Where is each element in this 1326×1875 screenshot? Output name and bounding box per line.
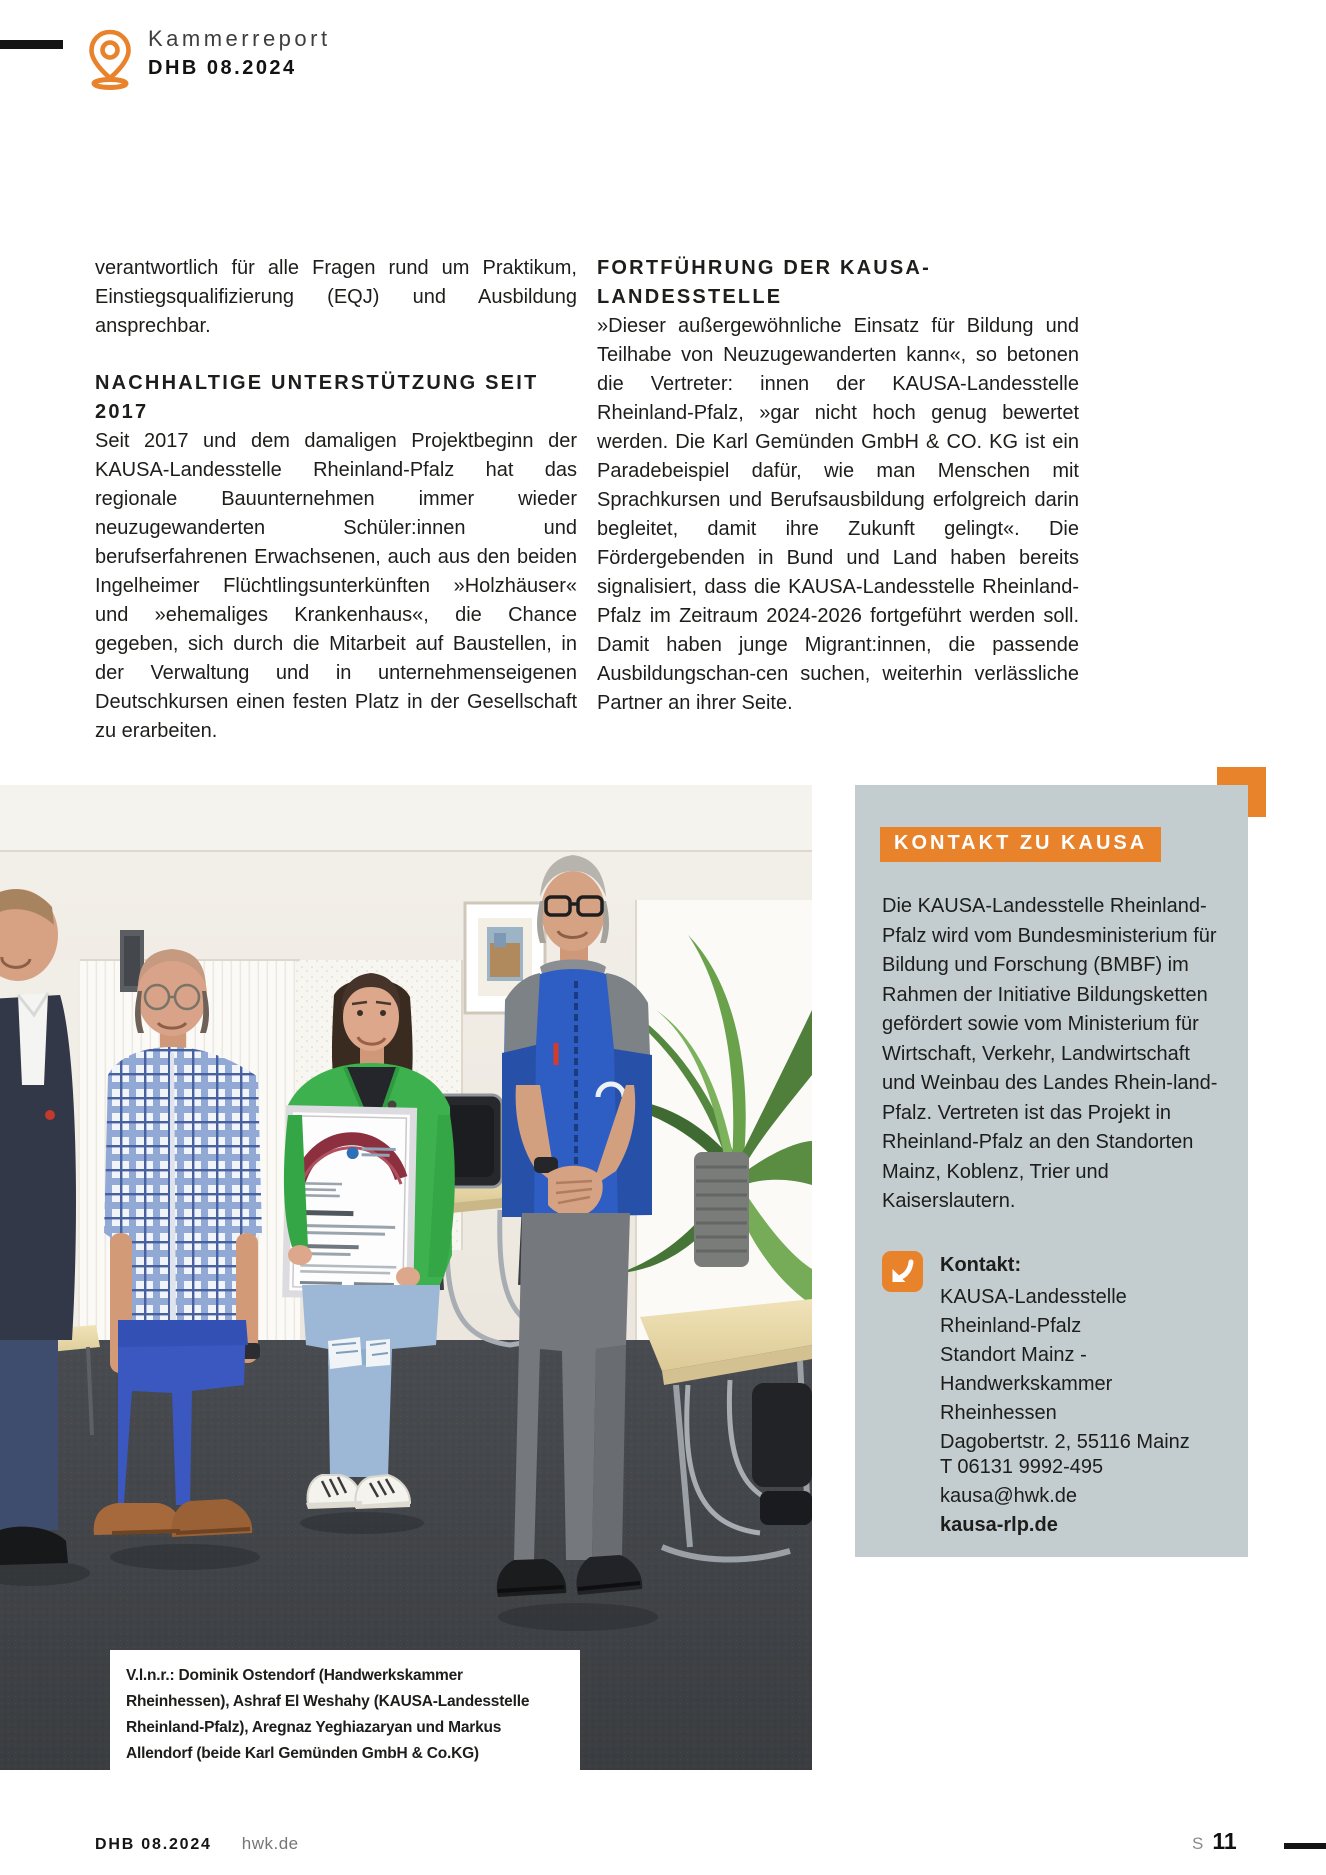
- location-pin-icon: [84, 26, 136, 90]
- contact-box: [855, 785, 1248, 1557]
- contact-box-label: KONTAKT ZU KAUSA: [880, 827, 1161, 862]
- phone-number: T 06131 9992-495: [940, 1456, 1104, 1478]
- heading-nachhaltige: NACHHALTIGE UNTERSTÜTZUNG SEIT 2017: [95, 372, 539, 423]
- paragraph-intro: verantwortlich für alle Fragen rund um Praktikum, Einstiegsqualifizierung (EQJ) und Ausbildung ansprechbar.: [95, 257, 577, 337]
- address-line: Standort Mainz -: [940, 1344, 1087, 1366]
- address-line: Dagobertstr. 2, 55116 Mainz: [940, 1431, 1190, 1453]
- paragraph-left-main: Seit 2017 und dem damaligen Projektbeginn der KAUSA-Landesstelle Rheinland-Pfalz hat das regionale Bauunternehmen immer wieder neuzugewanderten Schüler:innen und berufserfahrenen Erwachsenen, auch aus den beiden Ingelheimer Flüchtlingsunterkünften »Holzhäuser« und »ehemaliges Krankenhaus«, die Chance gegeben, sich durch die Mitarbeit auf Baustellen, in der Verwaltung und in unternehmenseigenen Deutschkursen einen festen Platz in der Gesellschaft zu erarbeiten.: [95, 430, 577, 742]
- brand-title: Kammerreport: [148, 26, 331, 51]
- footer-left: [95, 1834, 299, 1854]
- address-line: Handwerkskammer Rheinhessen: [940, 1373, 1113, 1424]
- page-number: 11: [1212, 1828, 1237, 1854]
- footer-page-number: [1192, 1828, 1237, 1855]
- footer-site: hwk.de: [241, 1834, 299, 1853]
- top-left-rule: [0, 40, 63, 49]
- footer-rule: [1284, 1843, 1326, 1849]
- address-line: KAUSA-Landesstelle Rheinland-Pfalz: [940, 1286, 1127, 1337]
- email-address: kausa@hwk.de: [940, 1485, 1078, 1507]
- footer-issue: DHB 08.2024: [95, 1836, 212, 1853]
- office-chair-right: [752, 1383, 812, 1525]
- contact-address: [940, 1283, 1225, 1457]
- kontakt-label: Kontakt:: [940, 1254, 1022, 1276]
- issue-label: DHB 08.2024: [148, 57, 297, 79]
- article-column-right: [597, 254, 1079, 718]
- contact-details: [940, 1453, 1225, 1540]
- paragraph-right-main: »Dieser außergewöhnliche Einsatz für Bildung und Teilhabe von Neuzugewanderten kann«, so betonen die Vertreter: innen der KAUSA-Landesstelle Rheinland-Pfalz, »gar nicht hoch genug bewertet werden. Die Karl Gemünden GmbH & CO. KG ist ein Paradebeispiel dafür, wie man Menschen mit Sprachkursen und Berufsausbildung erfolgreich darin begleitet, damit ihre Zukunft gelingt«. Die Fördergebenden in Bund und Land haben bereits signalisiert, dass die KAUSA-Landesstelle Rheinland-Pfalz im Zeitraum 2024-2026 fortgeführt werden soll. Damit haben junge Migrant:innen, die passende Ausbildungschan-cen suchen, weiterhin verlässliche Partner an ihrer Seite.: [597, 315, 1079, 714]
- website: kausa-rlp.de: [940, 1514, 1058, 1536]
- photo-caption: V.l.n.r.: Dominik Ostendorf (Handwerkskammer Rheinhessen), Ashraf El Weshahy (KAUSA-Landesstelle Rheinland-Pfalz), Aregnaz Yeghiazaryan und Markus Allendorf (beide Karl Gemünden GmbH & Co.KG): [110, 1650, 580, 1782]
- arrow-down-left-icon: [882, 1251, 923, 1292]
- group-photo: [0, 785, 812, 1770]
- group-photo-illustration: [0, 785, 812, 1770]
- contact-box-body: Die KAUSA-Landesstelle Rheinland-Pfalz wird vom Bundesministerium für Bildung und Forschung (BMBF) im Rahmen der Initiative Bildungsketten gefördert sowie vom Ministerium für Wirtschaft, Verkehr, Landwirtschaft und Weinbau des Landes Rhein-land-Pfalz. Vertreten ist das Projekt in Rheinland-Pfalz an den Standorten Mainz, Koblenz, Trier und Kaiserslautern.: [882, 895, 1218, 1212]
- heading-fortfuehrung: FORTFÜHRUNG DER KAUSA-LANDESSTELLE: [597, 257, 931, 308]
- page-prefix: S: [1192, 1834, 1204, 1853]
- article-column-left: [95, 254, 577, 746]
